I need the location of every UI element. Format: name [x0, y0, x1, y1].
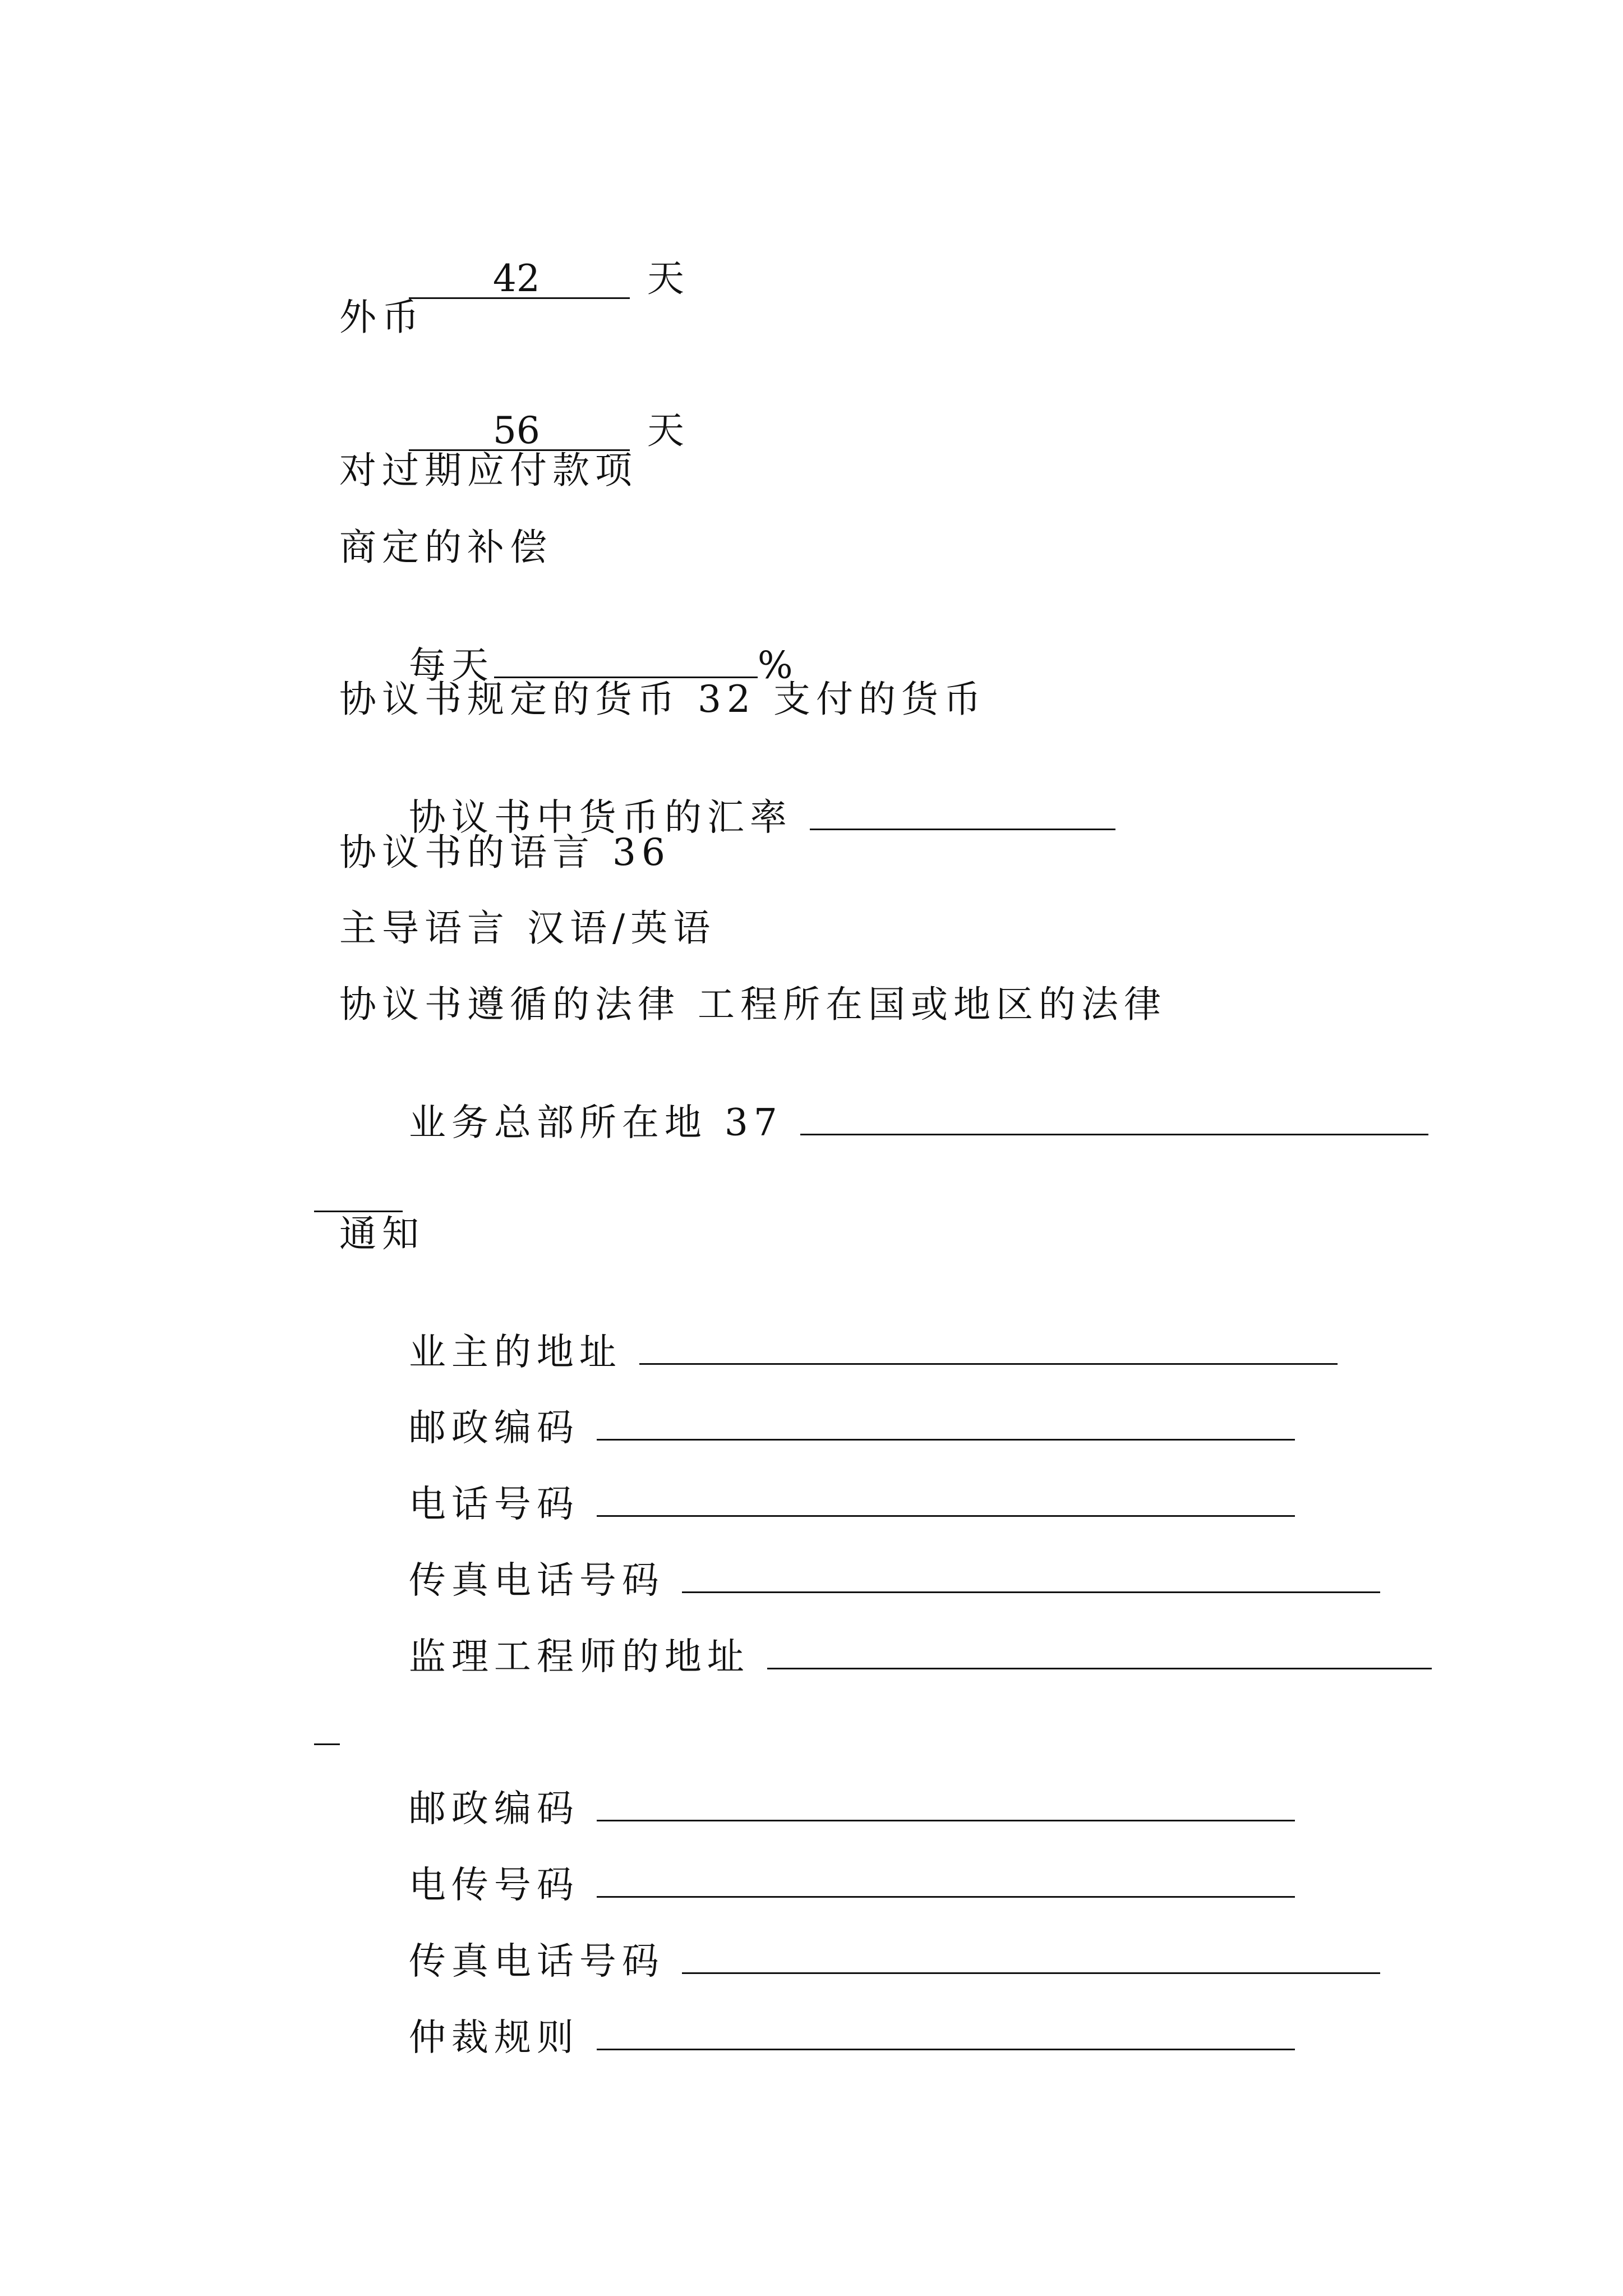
line-agreement-language: 协议书的语言 36 — [339, 831, 671, 874]
fill-in-headquarters-continued — [314, 1176, 403, 1212]
line-engineer-address-continued — [245, 1672, 340, 1788]
fill-in-engineer-address-continued — [314, 1709, 340, 1745]
fill-in-engineer-postcode — [597, 1786, 1295, 1821]
line-engineer-postcode: 邮政编码 — [339, 1749, 1295, 1865]
fill-in-engineer-telex — [597, 1862, 1295, 1898]
line-arbitration-rules: 仲裁规则 — [339, 1977, 1295, 2093]
fill-in-employer-address — [639, 1329, 1338, 1365]
fill-in-percent — [494, 642, 758, 678]
fill-in-engineer-address — [767, 1634, 1432, 1669]
line-overdue-payments: 对过期应付款项 — [339, 449, 638, 492]
fill-in-engineer-fax — [682, 1938, 1380, 1974]
fill-in-employer-postcode — [597, 1405, 1295, 1441]
line-engineer-address: 监理工程师的地址 — [339, 1596, 1432, 1713]
fill-in-arbitration-rules — [597, 2014, 1295, 2050]
line-engineer-fax: 传真电话号码 — [339, 1901, 1380, 2017]
line-governing-law: 协议书遵循的法律 工程所在国或地区的法律 — [339, 983, 1166, 1026]
line-employer-fax: 传真电话号码 — [339, 1520, 1380, 1636]
line-agreed-compensation: 商定的补偿 — [339, 526, 552, 569]
line-foreign-currency: 外币 — [339, 296, 425, 339]
fill-in-employer-fax — [682, 1557, 1380, 1593]
fill-in-business-headquarters — [800, 1099, 1428, 1135]
fill-in-exchange-rate — [810, 794, 1115, 830]
fill-in-days-42: 42 — [409, 260, 630, 299]
line-employer-postcode: 邮政编码 — [339, 1368, 1295, 1484]
line-days-56: 56 天 — [339, 375, 690, 488]
line-exchange-rate: 协议书中货币的汇率 — [339, 757, 1115, 873]
fill-in-employer-phone — [597, 1481, 1295, 1517]
line-per-day-percent: 每天 % — [339, 605, 799, 721]
line-agreement-currency: 协议书规定的货币 32 支付的货币 — [339, 678, 986, 721]
line-employer-address: 业主的地址 — [339, 1292, 1338, 1408]
line-notices-heading: 通知 — [339, 1212, 425, 1255]
line-business-headquarters: 业务总部所在地 37 — [339, 1062, 1428, 1179]
line-employer-phone: 电话号码 — [339, 1444, 1295, 1560]
fill-in-days-56: 56 — [409, 412, 630, 451]
line-engineer-telex: 电传号码 — [339, 1825, 1295, 1941]
line-days-42: 42 天 — [339, 223, 690, 336]
line-governing-language: 主导语言 汉语/英语 — [339, 907, 716, 950]
